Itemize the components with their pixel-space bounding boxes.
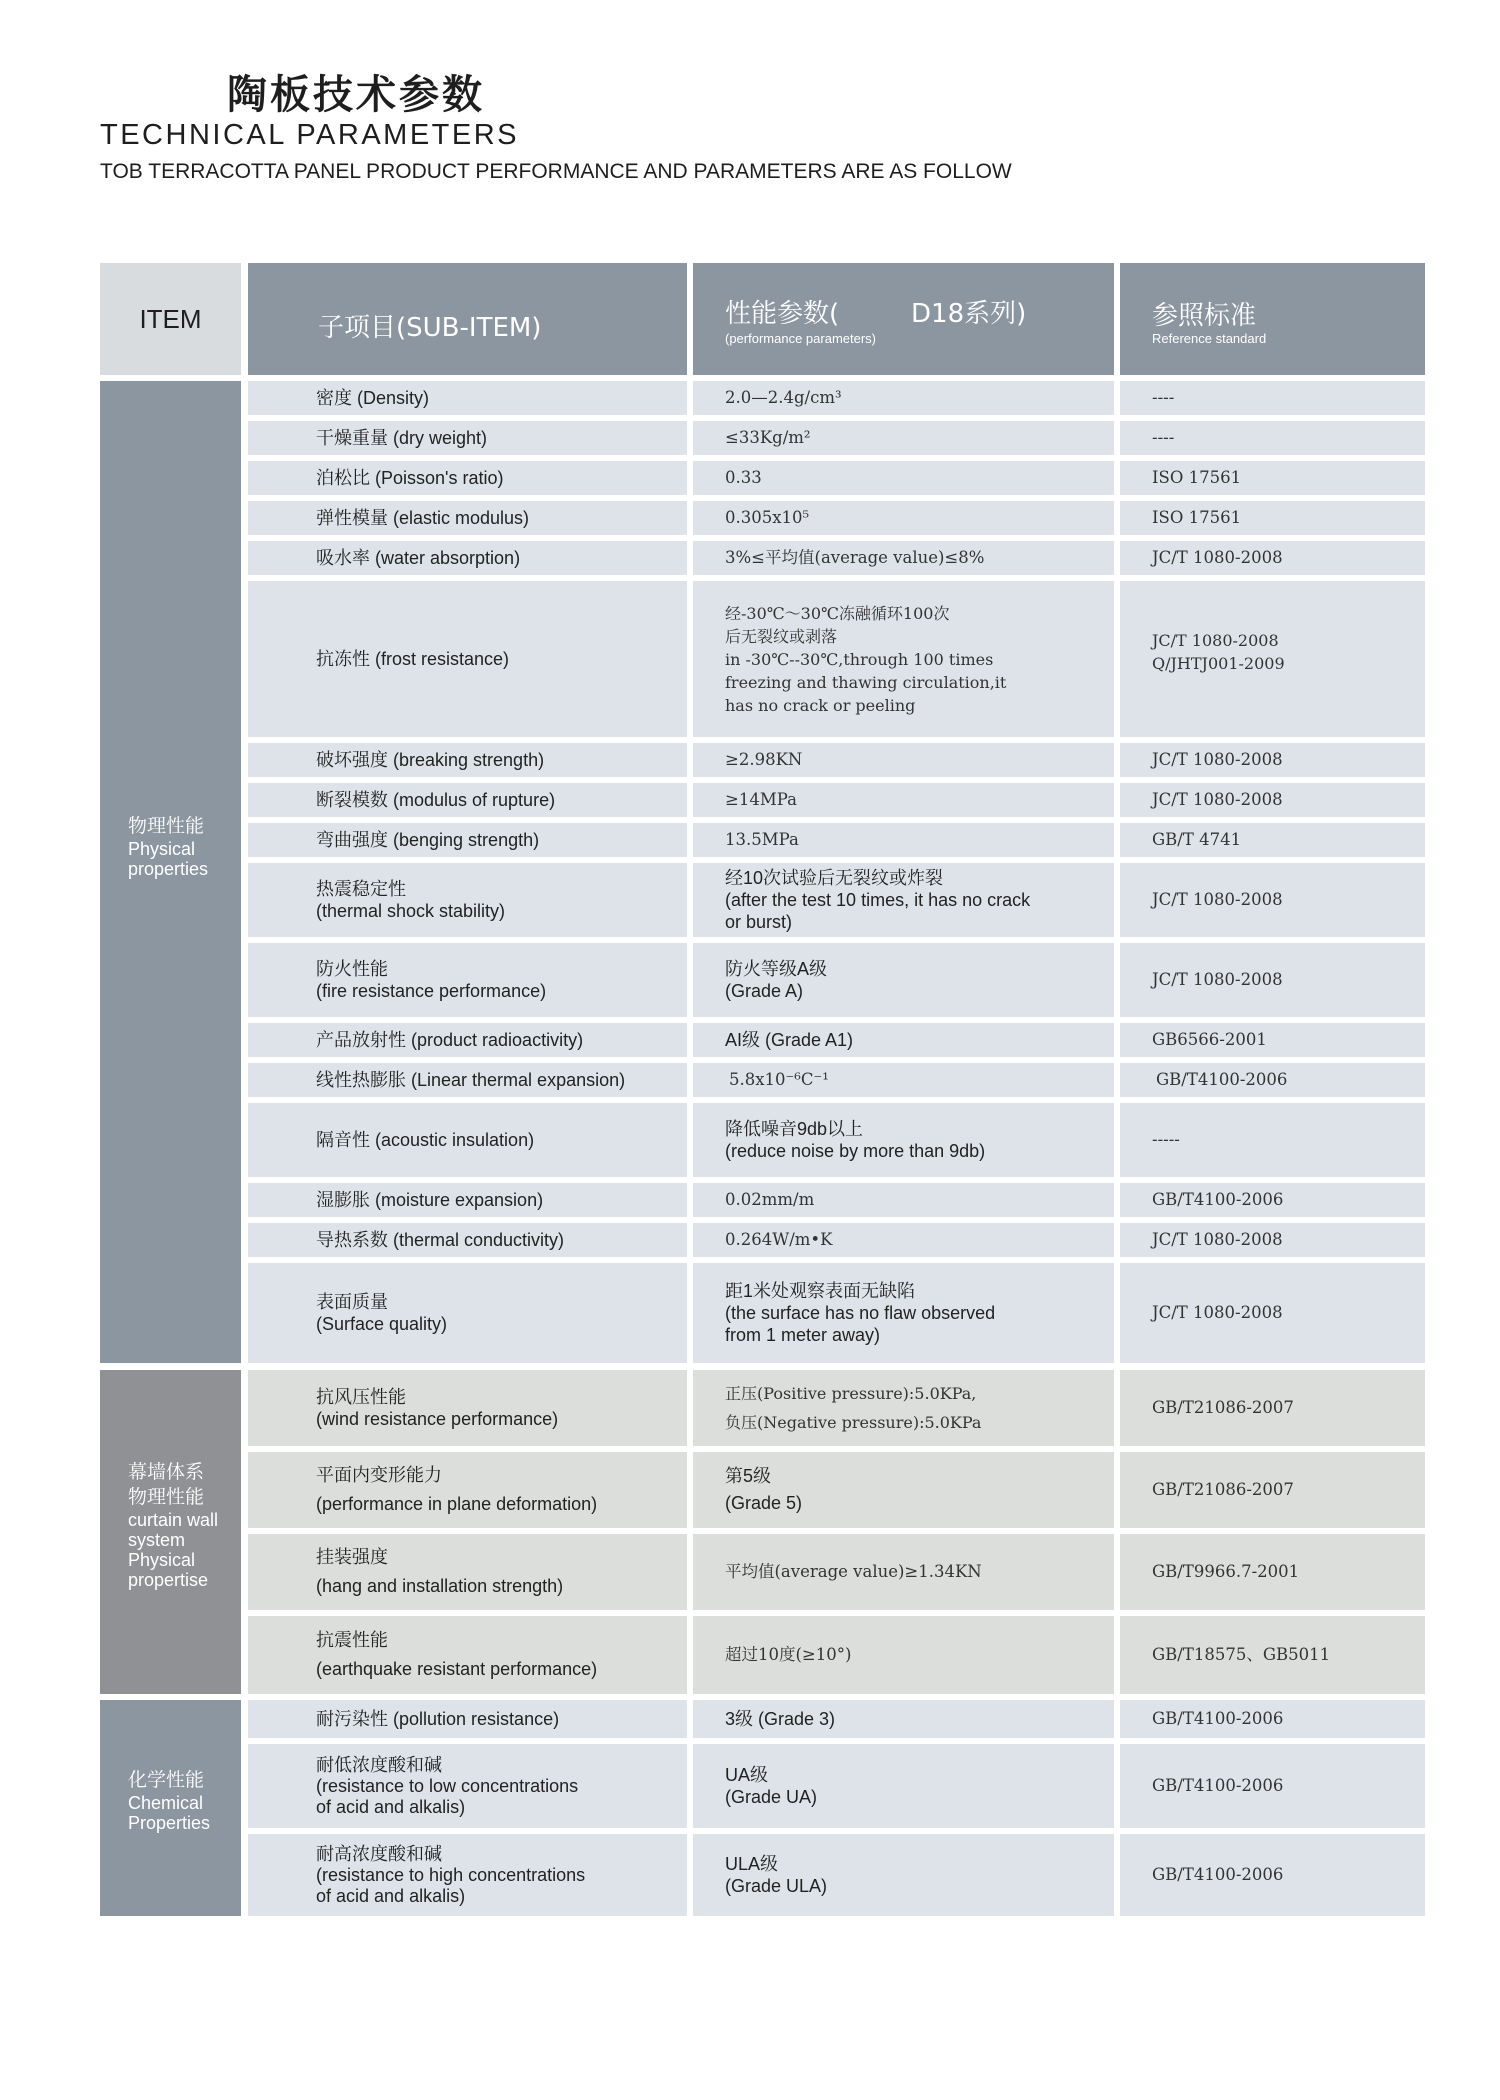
performance-text: AI级 (Grade A1) [725, 1030, 854, 1050]
reference-text: GB/T21086-2007 [1152, 1480, 1294, 1499]
performance-text: ULA级 (Grade ULA) [725, 1854, 828, 1896]
reference-text: GB/T4100-2006 [1152, 1776, 1284, 1795]
reference-cell [1120, 1534, 1425, 1610]
performance-cell [693, 1744, 1114, 1828]
category-chemical [100, 1700, 241, 1916]
performance-cell [693, 1223, 1114, 1257]
reference-text: GB/T 4741 [1152, 830, 1242, 849]
table-row [248, 1744, 1425, 1828]
table-row [248, 1534, 1425, 1610]
table-row [248, 863, 1425, 937]
sub-item-text: 平面内变形能力 (performance in plane deformation) [316, 1465, 598, 1514]
reference-cell [1120, 1700, 1425, 1738]
sub-item-cell [248, 581, 687, 737]
sub-item-text: 挂装强度 (hang and installation strength) [316, 1547, 564, 1596]
reference-text: ISO 17561 [1152, 468, 1242, 487]
reference-cell [1120, 1616, 1425, 1694]
category-curtain-wall [100, 1370, 241, 1694]
performance-text: 0.33 [725, 468, 762, 487]
sub-item-cell [248, 863, 687, 937]
sub-item-cell [248, 743, 687, 777]
performance-text: 5.8x10⁻⁶C⁻¹ [729, 1070, 829, 1089]
sub-item-cell [248, 1370, 687, 1446]
header-performance-en: (performance parameters) [725, 331, 876, 346]
table-row [248, 1452, 1425, 1528]
table-row [248, 1370, 1425, 1446]
sub-item-text: 密度 (Density) [316, 388, 430, 408]
performance-cell [693, 501, 1114, 535]
sub-item-text: 线性热膨胀 (Linear thermal expansion) [316, 1070, 626, 1090]
reference-cell [1120, 1834, 1425, 1916]
table-row [248, 1183, 1425, 1217]
reference-text: ---- [1152, 388, 1175, 407]
reference-cell [1120, 581, 1425, 737]
performance-text: 0.264W/m•K [725, 1230, 833, 1249]
sub-item-cell [248, 1834, 687, 1916]
table-row [248, 1263, 1425, 1363]
header-sub-item-label: 子项目(SUB-ITEM) [318, 313, 542, 343]
performance-cell [693, 943, 1114, 1017]
performance-text: 0.02mm/m [725, 1190, 815, 1209]
table-row [248, 783, 1425, 817]
performance-cell [693, 743, 1114, 777]
reference-cell [1120, 501, 1425, 535]
reference-cell [1120, 1023, 1425, 1057]
reference-cell [1120, 1263, 1425, 1363]
sub-item-cell [248, 541, 687, 575]
sub-item-text: 导热系数 (thermal conductivity) [316, 1230, 565, 1250]
reference-text: ISO 17561 [1152, 508, 1242, 527]
performance-cell [693, 1534, 1114, 1610]
performance-text: 超过10度(≥10°) [725, 1645, 852, 1664]
sub-item-text: 防火性能 (fire resistance performance) [316, 959, 547, 1001]
sub-item-text: 抗震性能 (earthquake resistant performance) [316, 1630, 598, 1679]
performance-cell [693, 1616, 1114, 1694]
reference-cell [1120, 863, 1425, 937]
performance-text: 正压(Positive pressure):5.0KPa, 负压(Negative pressure):5.0KPa [725, 1384, 982, 1432]
reference-cell [1120, 743, 1425, 777]
header-reference-cn: 参照标准 [1152, 301, 1257, 331]
table-row [248, 943, 1425, 1017]
sub-item-text: 断裂模数 (modulus of rupture) [316, 790, 556, 810]
reference-text: GB/T4100-2006 [1156, 1070, 1288, 1089]
performance-cell [693, 1700, 1114, 1738]
header-performance-label [725, 293, 1027, 330]
table-row [248, 541, 1425, 575]
reference-text: GB/T4100-2006 [1152, 1709, 1284, 1728]
sub-item-cell [248, 381, 687, 415]
reference-text: JC/T 1080-2008 [1152, 750, 1283, 769]
page-subtitle: TOB TERRACOTTA PANEL PRODUCT PERFORMANCE AND PARAMETERS ARE AS FOLLOW [100, 160, 1012, 183]
reference-text: GB6566-2001 [1152, 1030, 1267, 1049]
reference-text: ---- [1152, 428, 1175, 447]
performance-cell [693, 381, 1114, 415]
sub-item-text: 隔音性 (acoustic insulation) [316, 1130, 535, 1150]
table-row [248, 421, 1425, 455]
sub-item-cell [248, 1744, 687, 1828]
sub-item-text: 干燥重量 (dry weight) [316, 428, 488, 448]
header-item-label: ITEM [139, 303, 202, 334]
sub-item-cell [248, 1700, 687, 1738]
reference-text: JC/T 1080-2008 [1152, 890, 1283, 909]
category-chemical-en: Chemical Properties [128, 1793, 211, 1833]
reference-cell [1120, 1744, 1425, 1828]
performance-text: 13.5MPa [725, 830, 799, 849]
performance-text: 3级 (Grade 3) [725, 1709, 836, 1729]
performance-text: ≥14MPa [725, 790, 797, 809]
sub-item-text: 产品放射性 (product radioactivity) [316, 1030, 584, 1050]
reference-cell [1120, 1103, 1425, 1177]
reference-cell [1120, 1452, 1425, 1528]
sub-item-cell [248, 823, 687, 857]
performance-text: 经10次试验后无裂纹或炸裂 (after the test 10 times, it has no crack or burst) [725, 868, 1031, 932]
sub-item-cell [248, 1452, 687, 1528]
reference-text: JC/T 1080-2008 [1152, 1303, 1283, 1322]
table-row [248, 501, 1425, 535]
table-row [248, 1700, 1425, 1738]
sub-item-cell [248, 1263, 687, 1363]
reference-text: GB/T21086-2007 [1152, 1398, 1294, 1417]
reference-text: GB/T9966.7-2001 [1152, 1562, 1300, 1581]
performance-cell [693, 863, 1114, 937]
sub-item-cell [248, 1223, 687, 1257]
reference-text: JC/T 1080-2008 [1152, 548, 1283, 567]
header-reference-en: Reference standard [1152, 331, 1267, 346]
category-curtain-wall-en: curtain wall system Physical propertise [128, 1510, 219, 1590]
performance-cell [693, 1063, 1114, 1097]
sub-item-text: 弯曲强度 (benging strength) [316, 830, 540, 850]
category-curtain-wall-cn: 幕墙体系 物理性能 [128, 1461, 205, 1508]
performance-cell [693, 1103, 1114, 1177]
sub-item-cell [248, 461, 687, 495]
performance-text: 平均值(average value)≥1.34KN [725, 1562, 982, 1581]
performance-text: 0.305x10⁵ [725, 508, 810, 527]
performance-text: ≥2.98KN [725, 750, 803, 769]
performance-cell [693, 461, 1114, 495]
reference-text: JC/T 1080-2008 [1152, 1230, 1283, 1249]
category-physical-label [128, 814, 208, 879]
table-row [248, 1616, 1425, 1694]
sub-item-cell [248, 1616, 687, 1694]
sub-item-cell [248, 1023, 687, 1057]
sub-item-cell [248, 943, 687, 1017]
sub-item-text: 耐高浓度酸和碱 (resistance to high concentrations of acid and alkalis) [316, 1843, 586, 1906]
performance-cell [693, 783, 1114, 817]
performance-text: 第5级 (Grade 5) [725, 1466, 803, 1513]
reference-cell [1120, 1370, 1425, 1446]
performance-cell [693, 541, 1114, 575]
performance-text: 3%≤平均值(average value)≤8% [725, 548, 985, 567]
reference-text: JC/T 1080-2008 Q/JHTJ001-2009 [1152, 631, 1285, 673]
reference-text: JC/T 1080-2008 [1152, 790, 1283, 809]
reference-cell [1120, 541, 1425, 575]
category-physical-en: Physical properties [128, 839, 209, 879]
sub-item-text: 泊松比 (Poisson's ratio) [316, 468, 504, 488]
reference-cell [1120, 1063, 1425, 1097]
performance-text: 防火等级A级 (Grade A) [725, 959, 828, 1001]
reference-cell [1120, 1183, 1425, 1217]
performance-cell [693, 1023, 1114, 1057]
performance-cell [693, 581, 1114, 737]
table-row [248, 1103, 1425, 1177]
table-row [248, 581, 1425, 737]
reference-text: JC/T 1080-2008 [1152, 970, 1283, 989]
header-performance-cn: 性能参数( [725, 299, 840, 329]
category-curtain-wall-label [128, 1460, 218, 1590]
performance-cell [693, 1370, 1114, 1446]
reference-cell [1120, 783, 1425, 817]
performance-cell [693, 823, 1114, 857]
reference-text: GB/T4100-2006 [1152, 1865, 1284, 1884]
sub-item-text: 破坏强度 (breaking strength) [316, 750, 545, 770]
performance-text: 距1米处观察表面无缺陷 (the surface has no flaw observed from 1 meter away) [725, 1281, 996, 1345]
table-row [248, 743, 1425, 777]
header-reference [1120, 263, 1425, 375]
performance-cell [693, 1834, 1114, 1916]
table-row [248, 461, 1425, 495]
sub-item-cell [248, 1063, 687, 1097]
sub-item-cell [248, 421, 687, 455]
reference-text: ----- [1152, 1130, 1180, 1149]
table-row [248, 1223, 1425, 1257]
sub-item-cell [248, 1183, 687, 1217]
reference-text: GB/T4100-2006 [1152, 1190, 1284, 1209]
category-physical-cn: 物理性能 [128, 815, 205, 837]
performance-cell [693, 1452, 1114, 1528]
performance-text: 降低噪音9db以上 (reduce noise by more than 9db) [725, 1119, 986, 1161]
performance-text: ≤33Kg/m² [725, 428, 811, 447]
reference-cell [1120, 823, 1425, 857]
sub-item-text: 耐低浓度酸和碱 (resistance to low concentrations of acid and alkalis) [316, 1754, 579, 1817]
performance-text: 经-30℃～30℃冻融循环100次 后无裂纹或剥落 in -30℃--30℃,through 100 times freezing and thawing circulation,it has no crack or peeling [725, 603, 1007, 715]
sub-item-text: 抗冻性 (frost resistance) [316, 649, 510, 669]
sub-item-cell [248, 1103, 687, 1177]
header-sub-item [248, 263, 687, 375]
header-performance-series: D18系列) [911, 299, 1027, 329]
performance-text: 2.0—2.4g/cm³ [725, 388, 842, 407]
page-title-cn: 陶板技术参数 [227, 72, 485, 118]
table-row [248, 823, 1425, 857]
performance-cell [693, 1183, 1114, 1217]
performance-cell [693, 421, 1114, 455]
performance-cell [693, 1263, 1114, 1363]
reference-cell [1120, 461, 1425, 495]
sub-item-text: 热震稳定性 (thermal shock stability) [316, 879, 506, 921]
reference-cell [1120, 381, 1425, 415]
reference-cell [1120, 421, 1425, 455]
sub-item-text: 吸水率 (water absorption) [316, 548, 521, 568]
category-chemical-cn: 化学性能 [128, 1769, 205, 1791]
sub-item-text: 抗风压性能 (wind resistance performance) [316, 1387, 559, 1429]
sub-item-text: 耐污染性 (pollution resistance) [316, 1709, 560, 1729]
sub-item-text: 表面质量 (Surface quality) [316, 1292, 448, 1334]
sub-item-cell [248, 783, 687, 817]
table-row [248, 381, 1425, 415]
sub-item-text: 弹性模量 (elastic modulus) [316, 508, 530, 528]
table-row [248, 1063, 1425, 1097]
page-title-en: TECHNICAL PARAMETERS [100, 119, 519, 151]
reference-cell [1120, 943, 1425, 1017]
sub-item-cell [248, 1534, 687, 1610]
reference-cell [1120, 1223, 1425, 1257]
sub-item-cell [248, 501, 687, 535]
category-chemical-label [128, 1768, 210, 1833]
reference-text: GB/T18575、GB5011 [1152, 1645, 1331, 1664]
header-item [100, 263, 241, 375]
table-row [248, 1023, 1425, 1057]
table-row [248, 1834, 1425, 1916]
performance-text: UA级 (Grade UA) [725, 1765, 818, 1807]
sub-item-text: 湿膨胀 (moisture expansion) [316, 1190, 544, 1210]
category-physical [100, 381, 241, 1363]
header-performance [693, 263, 1114, 375]
